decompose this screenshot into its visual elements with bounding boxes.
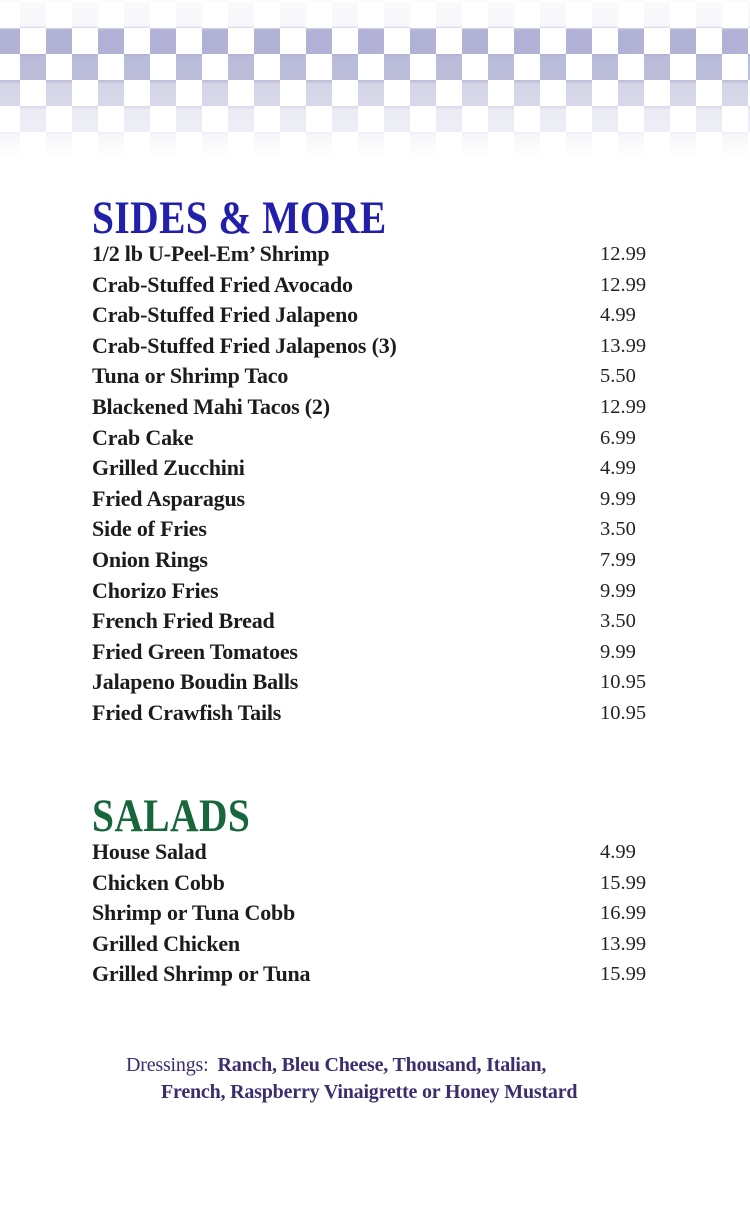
item-price: 12.99 [600,395,647,418]
dressings-line-1 [126,1052,750,1079]
item-name: Fried Green Tomatoes [92,638,298,664]
dressings-line-2 [161,1079,750,1106]
menu-list-sides [92,239,708,729]
menu-item-row [92,239,708,270]
item-name: Blackened Mahi Tacos (2) [92,393,330,419]
item-price: 9.99 [600,640,636,663]
menu-item-row [92,898,708,929]
item-name: Jalapeno Boudin Balls [92,669,299,695]
menu-item-row [92,868,708,899]
item-name: Crab Cake [92,424,194,450]
menu-item-row [92,484,708,515]
item-price: 10.95 [600,701,647,724]
menu-item-row [92,361,708,392]
item-price: 4.99 [600,457,636,480]
item-name: Crab-Stuffed Fried Jalapenos (3) [92,332,397,358]
item-price: 3.50 [600,610,636,633]
menu-item-row [92,453,708,484]
menu-item-row [92,698,708,729]
item-name: Crab-Stuffed Fried Avocado [92,271,353,297]
menu-list-salads [92,837,708,990]
item-price: 16.99 [600,902,647,925]
menu-item-row [92,514,708,545]
item-name: 1/2 lb U-Peel-Em’ Shrimp [92,241,330,266]
item-price: 13.99 [600,334,647,357]
item-price: 9.99 [600,487,636,510]
item-name: Crab-Stuffed Fried Jalapeno [92,302,358,328]
item-name: Grilled Zucchini [92,455,245,481]
item-price: 12.99 [600,273,647,296]
menu-item-row [92,270,708,301]
item-price: 5.50 [600,365,636,388]
item-name: Onion Rings [92,546,208,572]
menu-item-row [92,637,708,668]
item-price: 15.99 [600,963,647,986]
dressings-label: Dressings: [126,1054,209,1076]
menu-item-row [92,392,708,423]
menu-item-row [92,667,708,698]
menu-item-row [92,606,708,637]
dressings-options-1: Ranch, Bleu Cheese, Thousand, Italian, [217,1054,547,1076]
menu-item-row [92,300,708,331]
item-price: 4.99 [600,304,636,327]
item-name: Fried Asparagus [92,485,245,511]
item-name: Grilled Chicken [92,930,240,956]
item-name: French Fried Bread [92,608,275,634]
item-price: 9.99 [600,579,636,602]
menu-item-row [92,959,708,990]
item-price: 3.50 [600,518,636,541]
item-price: 12.99 [600,243,647,265]
item-name: Chicken Cobb [92,869,225,895]
item-price: 7.99 [600,548,636,571]
item-name: Fried Crawfish Tails [92,699,282,725]
item-price: 6.99 [600,426,636,449]
item-name: Chorizo Fries [92,577,219,603]
dressings-options-2: French, Raspberry Vinaigrette or Honey Mustard [161,1080,578,1103]
item-price: 10.95 [600,671,647,694]
item-name: Shrimp or Tuna Cobb [92,900,296,926]
menu-item-row [92,423,708,454]
item-name: House Salad [92,839,207,864]
item-price: 4.99 [600,841,636,863]
menu-item-row [92,576,708,607]
section-title-salads: SALADS [92,790,251,843]
menu-item-row [92,929,708,960]
item-price: 15.99 [600,871,647,894]
menu-item-row [92,545,708,576]
dressings-note [0,1052,750,1105]
section-title-sides: SIDES & MORE [92,192,387,245]
item-price: 13.99 [600,932,647,955]
item-name: Tuna or Shrimp Taco [92,363,289,389]
menu-item-row [92,837,708,868]
item-name: Side of Fries [92,516,207,542]
menu-item-row [92,331,708,362]
checkered-header-band [0,0,750,162]
item-name: Grilled Shrimp or Tuna [92,961,311,987]
